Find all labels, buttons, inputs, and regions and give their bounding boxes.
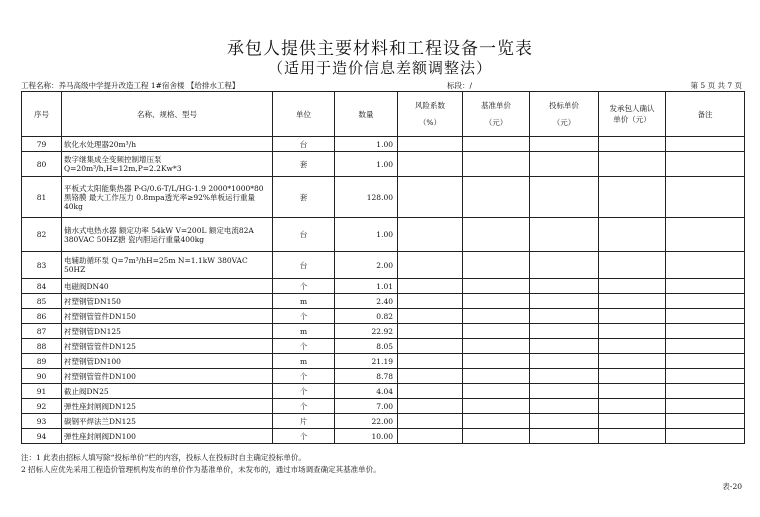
row-confirm-price — [599, 294, 666, 309]
page-subtitle: （适用于造价信息差额调整法） — [267, 59, 492, 77]
row-qty: 4.04 — [335, 384, 398, 399]
row-base-price — [463, 414, 530, 429]
row-seq: 81 — [22, 177, 62, 218]
row-base-price — [463, 152, 530, 177]
row-name: 弹性座封闸阀DN125 — [62, 399, 273, 414]
row-qty: 7.00 — [335, 399, 398, 414]
row-seq: 84 — [22, 279, 62, 294]
table-row — [22, 399, 745, 414]
page-number: 第 5 页 共 7 页 — [690, 81, 742, 90]
row-confirm-price — [599, 324, 666, 339]
row-base-price — [463, 137, 530, 152]
row-qty: 8.05 — [335, 339, 398, 354]
header-unit: 单位 — [273, 92, 335, 137]
row-name: 截止阀DN25 — [62, 384, 273, 399]
row-unit: 个 — [273, 309, 335, 324]
row-name: 衬塑钢管管件DN125 — [62, 339, 273, 354]
row-bid-price — [530, 218, 599, 252]
form-number: 表-20 — [722, 482, 742, 491]
row-remark — [666, 414, 745, 429]
table-row — [22, 384, 745, 399]
project-name: 工程名称：养马高级中学提升改造工程 1#宿舍楼 【给排水工程】 — [21, 81, 240, 90]
row-risk — [398, 279, 463, 294]
table-header-row — [22, 92, 745, 137]
table-row — [22, 279, 745, 294]
header-bid-price — [530, 92, 599, 137]
table-row — [22, 339, 745, 354]
row-risk — [398, 324, 463, 339]
row-base-price — [463, 177, 530, 218]
row-confirm-price — [599, 429, 666, 444]
row-seq: 89 — [22, 354, 62, 369]
row-name: 软化水处理器20m³/h — [62, 137, 273, 152]
row-name: 衬塑钢管管件DN100 — [62, 369, 273, 384]
row-remark — [666, 309, 745, 324]
row-name: 衬塑钢管DN125 — [62, 324, 273, 339]
row-confirm-price — [599, 252, 666, 279]
row-risk — [398, 309, 463, 324]
table-row — [22, 294, 745, 309]
row-risk — [398, 369, 463, 384]
page-title: 承包人提供主要材料和工程设备一览表 — [227, 39, 533, 59]
row-unit: m — [273, 294, 335, 309]
row-name: 储水式电热水器 额定功率 54kW V=200L 额定电流82A 380VAC 50HZ搪 瓷内胆运行重量400kg — [62, 218, 273, 252]
row-remark — [666, 252, 745, 279]
row-remark — [666, 324, 745, 339]
row-risk — [398, 384, 463, 399]
header-confirm-price: 发承包人确认单价（元） — [599, 92, 666, 137]
row-seq: 90 — [22, 369, 62, 384]
row-qty: 2.40 — [335, 294, 398, 309]
row-bid-price — [530, 137, 599, 152]
notes — [21, 452, 381, 476]
row-seq: 87 — [22, 324, 62, 339]
header-seq: 序号 — [22, 92, 62, 137]
header-remark: 备注 — [666, 92, 745, 137]
row-confirm-price — [599, 384, 666, 399]
row-base-price — [463, 279, 530, 294]
row-confirm-price — [599, 152, 666, 177]
row-risk — [398, 354, 463, 369]
header-name: 名称、规格、型号 — [62, 92, 273, 137]
row-unit: 台 — [273, 252, 335, 279]
row-risk — [398, 218, 463, 252]
row-unit: 个 — [273, 399, 335, 414]
row-bid-price — [530, 429, 599, 444]
row-confirm-price — [599, 177, 666, 218]
row-bid-price — [530, 354, 599, 369]
row-name: 衬塑钢管DN100 — [62, 354, 273, 369]
row-seq: 83 — [22, 252, 62, 279]
row-unit: 台 — [273, 137, 335, 152]
header-bid-label: 投标单价 — [549, 101, 579, 110]
row-unit: 个 — [273, 279, 335, 294]
row-remark — [666, 354, 745, 369]
header-risk-unit: （%） — [418, 118, 442, 127]
row-name: 数字继集成全变频控制增压泵Q=20m³/h,H=12m,P=2.2Kw*3 — [62, 152, 273, 177]
row-seq: 86 — [22, 309, 62, 324]
row-seq: 79 — [22, 137, 62, 152]
row-qty: 1.01 — [335, 279, 398, 294]
row-name: 衬塑钢管管件DN150 — [62, 309, 273, 324]
row-qty: 22.92 — [335, 324, 398, 339]
row-name: 电辅助循环泵 Q=7m³/hH=25m N=1.1kW 380VAC 50HZ — [62, 252, 273, 279]
table-body — [22, 137, 745, 444]
row-base-price — [463, 399, 530, 414]
row-qty: 21.19 — [335, 354, 398, 369]
table-row — [22, 177, 745, 218]
row-unit: 片 — [273, 414, 335, 429]
row-remark — [666, 279, 745, 294]
materials-table — [21, 91, 745, 444]
row-risk — [398, 152, 463, 177]
row-seq: 93 — [22, 414, 62, 429]
row-remark — [666, 294, 745, 309]
row-remark — [666, 369, 745, 384]
row-confirm-price — [599, 369, 666, 384]
table-row — [22, 369, 745, 384]
row-bid-price — [530, 309, 599, 324]
row-unit: m — [273, 354, 335, 369]
row-base-price — [463, 324, 530, 339]
row-unit: m — [273, 324, 335, 339]
row-unit: 个 — [273, 384, 335, 399]
row-unit: 台 — [273, 218, 335, 252]
row-bid-price — [530, 252, 599, 279]
row-base-price — [463, 294, 530, 309]
row-qty: 1.00 — [335, 152, 398, 177]
row-qty: 1.00 — [335, 218, 398, 252]
row-qty: 8.78 — [335, 369, 398, 384]
row-seq: 91 — [22, 384, 62, 399]
row-bid-price — [530, 152, 599, 177]
table-row — [22, 354, 745, 369]
header-risk — [398, 92, 463, 137]
section-label: 标段：/ — [447, 81, 473, 90]
table-row — [22, 137, 745, 152]
row-base-price — [463, 218, 530, 252]
row-risk — [398, 399, 463, 414]
row-confirm-price — [599, 309, 666, 324]
row-base-price — [463, 339, 530, 354]
row-confirm-price — [599, 218, 666, 252]
header-bid-unit: （元） — [552, 118, 576, 127]
header-base-unit: （元） — [484, 118, 508, 127]
row-unit: 个 — [273, 369, 335, 384]
row-remark — [666, 177, 745, 218]
row-seq: 92 — [22, 399, 62, 414]
note-2: 2 招标人应优先采用工程造价管理机构发布的单价作为基准单价，未发布的，通过市场调查确定其基准单价。 — [21, 465, 381, 474]
row-qty: 1.00 — [335, 137, 398, 152]
row-name: 平板式太阳能集热器 P-G/0.6-T/L/HG-1.9 2000*1000*80黑铬膜 最大工作压力 0.8mpa透光率≥92%单板运行重量40kg — [62, 177, 273, 218]
row-unit: 套 — [273, 152, 335, 177]
row-risk — [398, 414, 463, 429]
row-bid-price — [530, 414, 599, 429]
row-bid-price — [530, 384, 599, 399]
row-risk — [398, 177, 463, 218]
table-row — [22, 252, 745, 279]
row-risk — [398, 294, 463, 309]
table-row — [22, 152, 745, 177]
row-remark — [666, 384, 745, 399]
row-remark — [666, 339, 745, 354]
table-row — [22, 414, 745, 429]
header-base-price — [463, 92, 530, 137]
row-base-price — [463, 369, 530, 384]
note-1: 注：1 此表由招标人填写除“投标单价”栏的内容，投标人在投标时自主确定投标单价。 — [21, 453, 306, 462]
row-bid-price — [530, 399, 599, 414]
row-name: 碳钢平焊法兰DN125 — [62, 414, 273, 429]
row-risk — [398, 429, 463, 444]
row-bid-price — [530, 339, 599, 354]
row-confirm-price — [599, 354, 666, 369]
row-remark — [666, 137, 745, 152]
row-unit: 个 — [273, 429, 335, 444]
table-row — [22, 324, 745, 339]
row-remark — [666, 429, 745, 444]
row-remark — [666, 399, 745, 414]
row-bid-price — [530, 369, 599, 384]
row-unit: 套 — [273, 177, 335, 218]
row-base-price — [463, 252, 530, 279]
table-row — [22, 218, 745, 252]
table-row — [22, 429, 745, 444]
row-base-price — [463, 309, 530, 324]
row-confirm-price — [599, 279, 666, 294]
row-name: 弹性座封闸阀DN100 — [62, 429, 273, 444]
row-seq: 94 — [22, 429, 62, 444]
row-unit: 个 — [273, 339, 335, 354]
row-base-price — [463, 354, 530, 369]
row-base-price — [463, 429, 530, 444]
row-bid-price — [530, 177, 599, 218]
table-row — [22, 309, 745, 324]
row-risk — [398, 339, 463, 354]
row-qty: 0.82 — [335, 309, 398, 324]
header-base-label: 基准单价 — [481, 101, 511, 110]
row-risk — [398, 252, 463, 279]
row-bid-price — [530, 294, 599, 309]
header-risk-label: 风险系数 — [415, 101, 445, 110]
row-qty: 22.00 — [335, 414, 398, 429]
row-risk — [398, 137, 463, 152]
row-bid-price — [530, 279, 599, 294]
row-remark — [666, 152, 745, 177]
row-qty: 2.00 — [335, 252, 398, 279]
row-confirm-price — [599, 339, 666, 354]
header-qty: 数量 — [335, 92, 398, 137]
row-seq: 85 — [22, 294, 62, 309]
row-confirm-price — [599, 414, 666, 429]
row-confirm-price — [599, 137, 666, 152]
row-bid-price — [530, 324, 599, 339]
row-name: 衬塑钢管DN150 — [62, 294, 273, 309]
row-base-price — [463, 384, 530, 399]
row-seq: 88 — [22, 339, 62, 354]
row-name: 电磁阀DN40 — [62, 279, 273, 294]
row-confirm-price — [599, 399, 666, 414]
row-remark — [666, 218, 745, 252]
row-qty: 128.00 — [335, 177, 398, 218]
row-seq: 80 — [22, 152, 62, 177]
row-seq: 82 — [22, 218, 62, 252]
row-qty: 10.00 — [335, 429, 398, 444]
